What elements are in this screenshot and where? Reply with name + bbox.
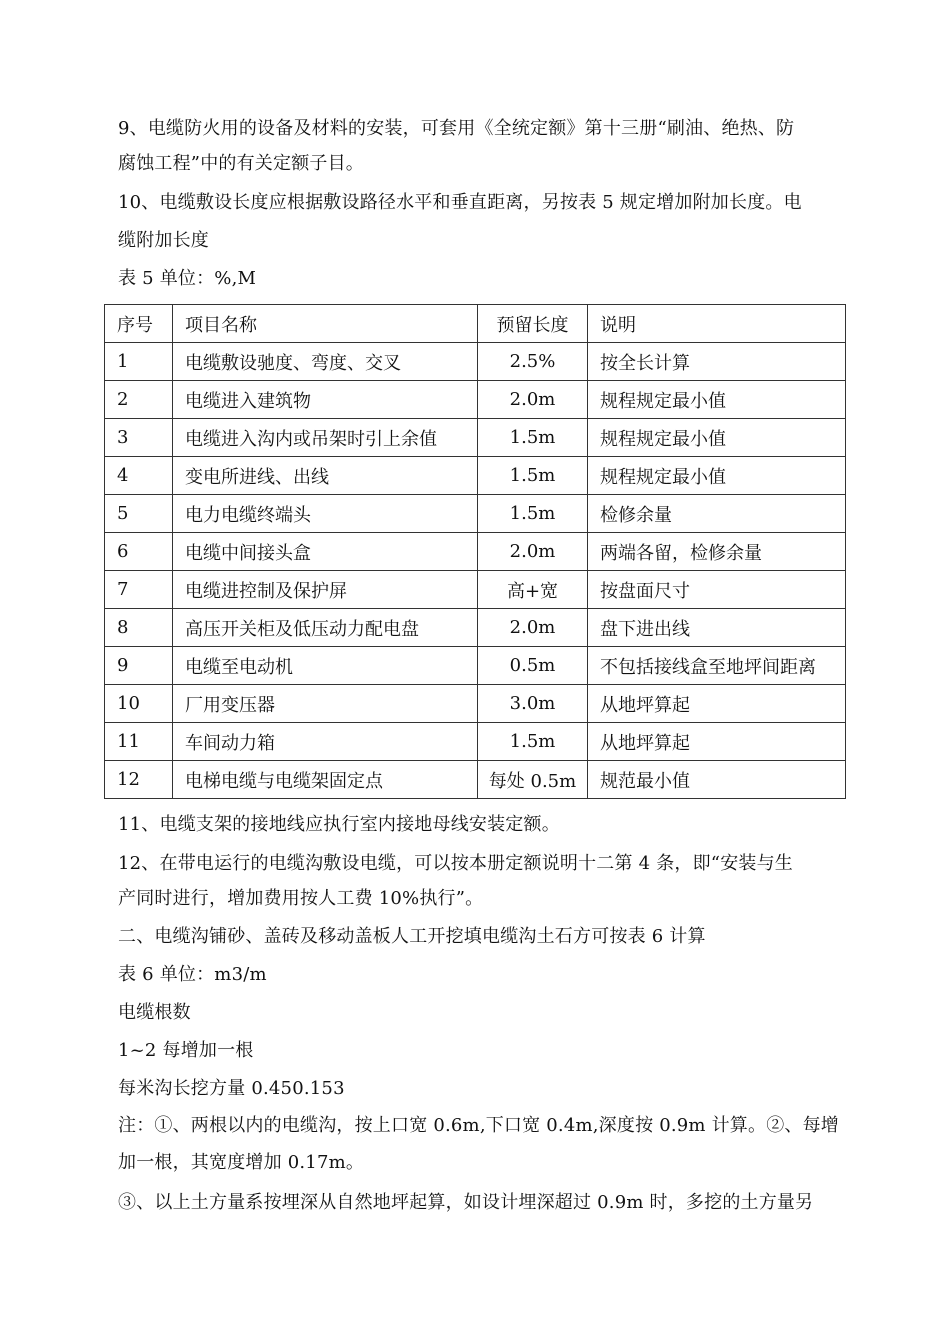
- table-cell: 7: [105, 571, 173, 609]
- table-cell: 1.5m: [478, 419, 588, 457]
- table-cell: 按盘面尺寸: [588, 571, 846, 609]
- table-cell: 规程规定最小值: [588, 381, 846, 419]
- table-row: [105, 571, 846, 609]
- table-cell: 电缆进入建筑物: [173, 381, 478, 419]
- paragraph-line: 10、电缆敷设长度应根据敷设路径水平和垂直距离，另按表 5 规定增加附加长度。电: [118, 192, 802, 213]
- paragraph-line: 产同时进行，增加费用按人工费 10%执行”。: [118, 888, 484, 909]
- note-line: 加一根，其宽度增加 0.17m。: [118, 1152, 365, 1173]
- table-cell: 盘下进出线: [588, 609, 846, 647]
- table-cell: 高压开关柜及低压动力配电盘: [173, 609, 478, 647]
- table-cell: 2.0m: [478, 533, 588, 571]
- table-row: [105, 419, 846, 457]
- table-cell: 不包括接线盒至地坪间距离: [588, 647, 846, 685]
- paragraph-line: 1~2 每增加一根: [118, 1040, 254, 1061]
- table-cell: 每处 0.5m: [478, 761, 588, 799]
- paragraph-line: 12、在带电运行的电缆沟敷设电缆，可以按本册定额说明十二第 4 条，即“安装与生: [118, 853, 793, 874]
- table-cell: 规程规定最小值: [588, 457, 846, 495]
- table-row: [105, 495, 846, 533]
- table-cell: 电缆进入沟内或吊架时引上余值: [173, 419, 478, 457]
- table-cell: 3: [105, 419, 173, 457]
- table-cell: 11: [105, 723, 173, 761]
- table-cell: 电缆中间接头盒: [173, 533, 478, 571]
- table-cell: 2.0m: [478, 609, 588, 647]
- table-cell: 6: [105, 533, 173, 571]
- table-caption: 表 5 单位：%,M: [118, 268, 257, 289]
- table-cell: 9: [105, 647, 173, 685]
- table-row: [105, 685, 846, 723]
- table-cell: 检修余量: [588, 495, 846, 533]
- paragraph-line: 9、电缆防火用的设备及材料的安装，可套用《全统定额》第十三册“刷油、绝热、防: [118, 118, 795, 139]
- table-cell: 2.0m: [478, 381, 588, 419]
- table-cell: 规范最小值: [588, 761, 846, 799]
- table-cell: 10: [105, 685, 173, 723]
- table-row: [105, 647, 846, 685]
- paragraph-line: 缆附加长度: [118, 230, 209, 251]
- table-row: [105, 761, 846, 799]
- table-cell: 电缆至电动机: [173, 647, 478, 685]
- table-header-row: [105, 305, 846, 343]
- paragraph-line: 每米沟长挖方量 0.450.153: [118, 1078, 345, 1099]
- table-row: [105, 381, 846, 419]
- table-cell: 按全长计算: [588, 343, 846, 381]
- table-cell: 厂用变压器: [173, 685, 478, 723]
- table-cell: 两端各留，检修余量: [588, 533, 846, 571]
- table-cell: 1.5m: [478, 495, 588, 533]
- header-cell: 说明: [588, 305, 846, 343]
- table-cell: 2: [105, 381, 173, 419]
- table-cell: 8: [105, 609, 173, 647]
- table-cell: 电力电缆终端头: [173, 495, 478, 533]
- note-line: 注：①、两根以内的电缆沟，按上口宽 0.6m,下口宽 0.4m,深度按 0.9m 计算。②、每增: [118, 1115, 840, 1136]
- table-cell: 12: [105, 761, 173, 799]
- header-cell: 序号: [105, 305, 173, 343]
- table-cell: 从地坪算起: [588, 685, 846, 723]
- table-cell: 0.5m: [478, 647, 588, 685]
- table-cell: 3.0m: [478, 685, 588, 723]
- table-row: [105, 457, 846, 495]
- table-cell: 电缆敷设驰度、弯度、交叉: [173, 343, 478, 381]
- table-cell: 电梯电缆与电缆架固定点: [173, 761, 478, 799]
- table-cell: 2.5%: [478, 343, 588, 381]
- table-cell: 1.5m: [478, 457, 588, 495]
- header-cell: 项目名称: [173, 305, 478, 343]
- note-line: ③、以上土方量系按埋深从自然地坪起算，如设计埋深超过 0.9m 时，多挖的土方量另: [118, 1192, 814, 1213]
- table-cell: 4: [105, 457, 173, 495]
- table-row: [105, 723, 846, 761]
- table-cell: 变电所进线、出线: [173, 457, 478, 495]
- table-row: [105, 609, 846, 647]
- paragraph-line: 二、电缆沟铺砂、盖砖及移动盖板人工开挖填电缆沟土石方可按表 6 计算: [118, 926, 706, 947]
- table-cell: 5: [105, 495, 173, 533]
- paragraph-line: 11、电缆支架的接地线应执行室内接地母线安装定额。: [118, 814, 560, 835]
- paragraph-line: 腐蚀工程”中的有关定额子目。: [118, 153, 365, 174]
- table-row: [105, 533, 846, 571]
- table-row: [105, 343, 846, 381]
- header-cell: 预留长度: [478, 305, 588, 343]
- table-cell: 从地坪算起: [588, 723, 846, 761]
- table-caption: 表 6 单位：m3/m: [118, 964, 267, 985]
- table-cell: 电缆进控制及保护屏: [173, 571, 478, 609]
- table-cell: 1.5m: [478, 723, 588, 761]
- table-cell: 规程规定最小值: [588, 419, 846, 457]
- table-5: [104, 304, 846, 799]
- table-cell: 高+宽: [478, 571, 588, 609]
- table-cell: 车间动力箱: [173, 723, 478, 761]
- table-cell: 1: [105, 343, 173, 381]
- paragraph-line: 电缆根数: [118, 1002, 191, 1023]
